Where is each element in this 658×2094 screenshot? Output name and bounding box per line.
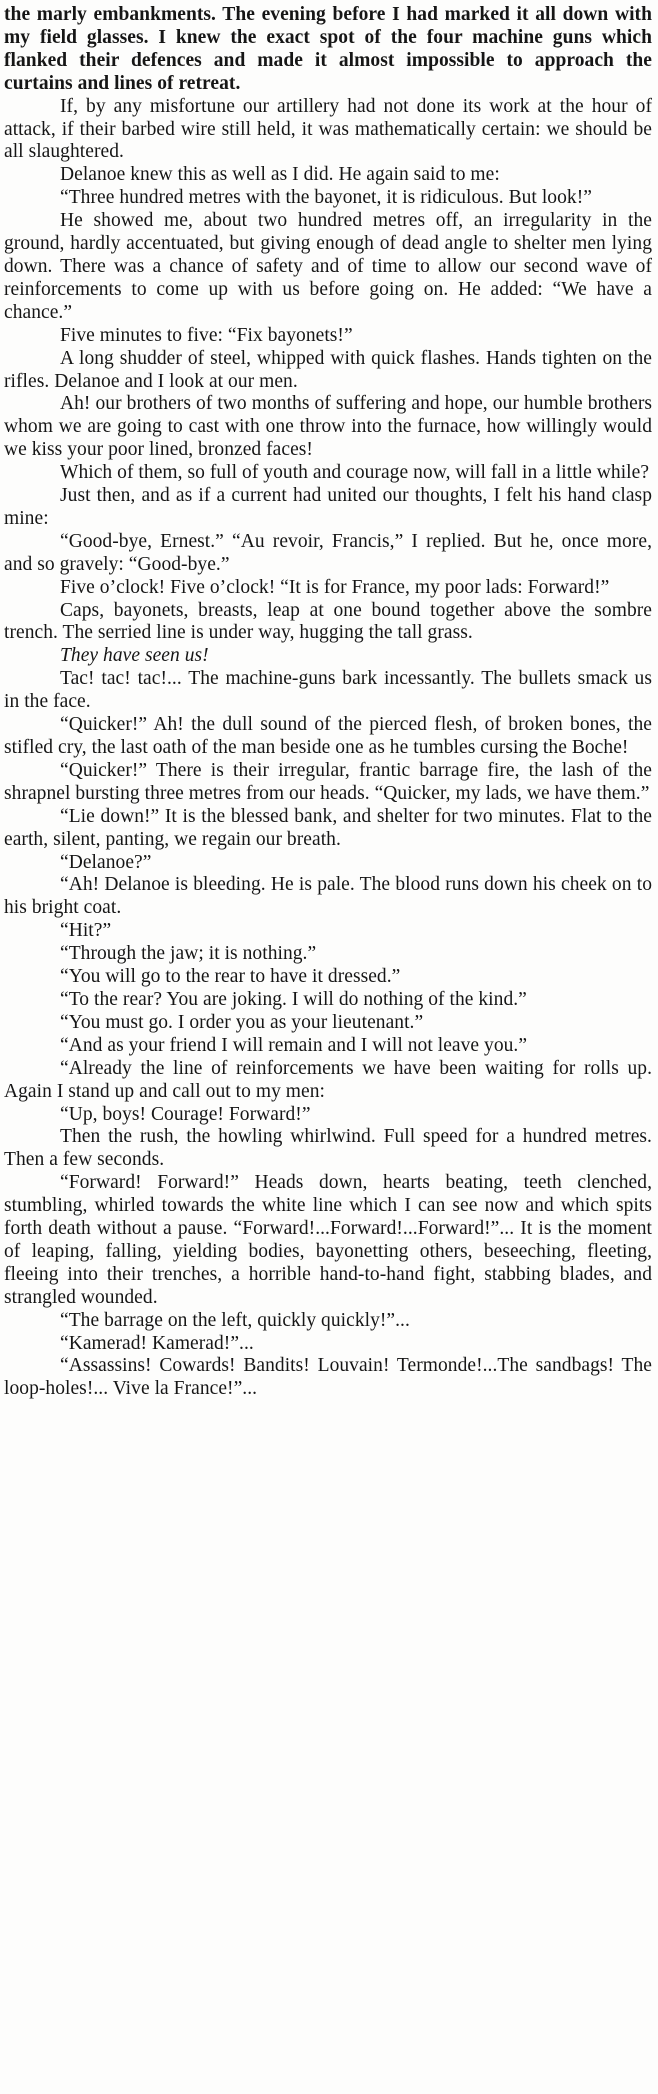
paragraph-33: “Assassins! Cowards! Bandits! Louvain! Termonde!...The sandbags! The loop-holes!... Vive la France!”... [4,1355,652,1400]
paragraph-4: “Three hundred metres with the bayonet, it is ridiculous. But look!” [60,187,592,209]
paragraph-11: “Good-bye, Ernest.” “Au revoir, Francis,” I replied. But he, once more, and so gravely: “Good-bye.” [4,530,652,575]
paragraph-3: Delanoe knew this as well as I did. He again said to me: [60,164,500,186]
paragraph-6: Five minutes to five: “Fix bayonets!” [60,324,353,346]
paragraph-30: “Forward! Forward!” Heads down, hearts beating, teeth clenched, stumbling, whirled towards the white line which I can see now and which spits forth death without a pause. “Forward!...Forward!...Forward!”... It is the moment of leaping, falling, yielding bodies, bayonetting others, beseeching, fleeting, fleeing into their trenches, a horrible hand-to-hand fight, stabbing blades, and strangled wounded. [4,1172,652,1308]
paragraph-16: “Quicker!” Ah! the dull sound of the pierced flesh, of broken bones, the stifled cry, the last oath of the man beside one as he tumbles cursing the Boche! [4,714,652,758]
paragraph-13: Caps, bayonets, breasts, leap at one bound together above the sombre trench. The serried line is under way, hugging the tall grass. [4,599,652,644]
paragraph-12: Five o’clock! Five o’clock! “It is for France, my poor lads: Forward!” [60,576,610,598]
paragraph-25: “You must go. I order you as your lieutenant.” [60,1011,424,1033]
paragraph-5: He showed me, about two hundred metres off, an irregularity in the ground, hardly accentuated, but giving enough of dead angle to shelter men lying down. There was a chance of safety and of time to allow our second wave of reinforcements to come up with us before going on. He added: “We have a chance.” [4,210,652,323]
paragraph-26: “And as your friend I will remain and I will not leave you.” [60,1034,528,1056]
article-column [4,4,652,1401]
paragraph-24: “To the rear? You are joking. I will do nothing of the kind.” [60,988,527,1010]
paragraph-20: “Ah! Delanoe is bleeding. He is pale. The blood runs down his cheek on to his bright coat. [4,874,652,919]
paragraph-8: Ah! our brothers of two months of suffering and hope, our humble brothers whom we are going to cast with one throw into the furnace, how willingly would we kiss your poor lined, bronzed faces! [4,393,652,461]
paragraph-9: Which of them, so full of youth and courage now, will fall in a little while? [60,462,650,484]
paragraph-22: “Through the jaw; it is nothing.” [60,943,317,965]
paragraph-27: “Already the line of reinforcements we have been waiting for rolls up. Again I stand up and call out to my men: [4,1057,652,1102]
paragraph-2: If, by any misfortune our artillery had not done its work at the hour of attack, if their barbed wire still held, it was mathematically certain: we should be all slaughtered. [4,95,652,163]
paragraph-19: “Delanoe?” [60,851,152,873]
paragraph-14: They have seen us! [60,645,209,667]
paragraph-32: “Kamerad! Kamerad!”... [60,1332,254,1354]
paragraph-7: A long shudder of steel, whipped with quick flashes. Hands tighten on the rifles. Delanoe and I look at our men. [4,347,652,392]
paragraph-10: Just then, and as if a current had united our thoughts, I felt his hand clasp mine: [4,485,652,529]
paragraph-31: “The barrage on the left, quickly quickly!”... [60,1309,410,1331]
paragraph-15: Tac! tac! tac!... The machine-guns bark incessantly. The bullets smack us in the face. [4,668,652,713]
paragraph-17: “Quicker!” There is their irregular, frantic barrage fire, the lash of the shrapnel bursting three metres from our heads. “Quicker, my lads, we have them.” [4,759,652,804]
paragraph-28: “Up, boys! Courage! Forward!” [60,1103,311,1125]
paragraph-18: “Lie down!” It is the blessed bank, and shelter for two minutes. Flat to the earth, silent, panting, we regain our breath. [4,805,652,850]
paragraph-1: the marly embankments. The evening before I had marked it all down with my field glasses. I knew the exact spot of the four machine guns which flanked their defences and made it almost impossible to approach the curtains and lines of retreat. [4,4,652,94]
paragraph-21: “Hit?” [60,920,112,942]
paragraph-23: “You will go to the rear to have it dressed.” [60,966,401,988]
paragraph-29: Then the rush, the howling whirlwind. Full speed for a hundred metres. Then a few seconds. [4,1126,652,1171]
